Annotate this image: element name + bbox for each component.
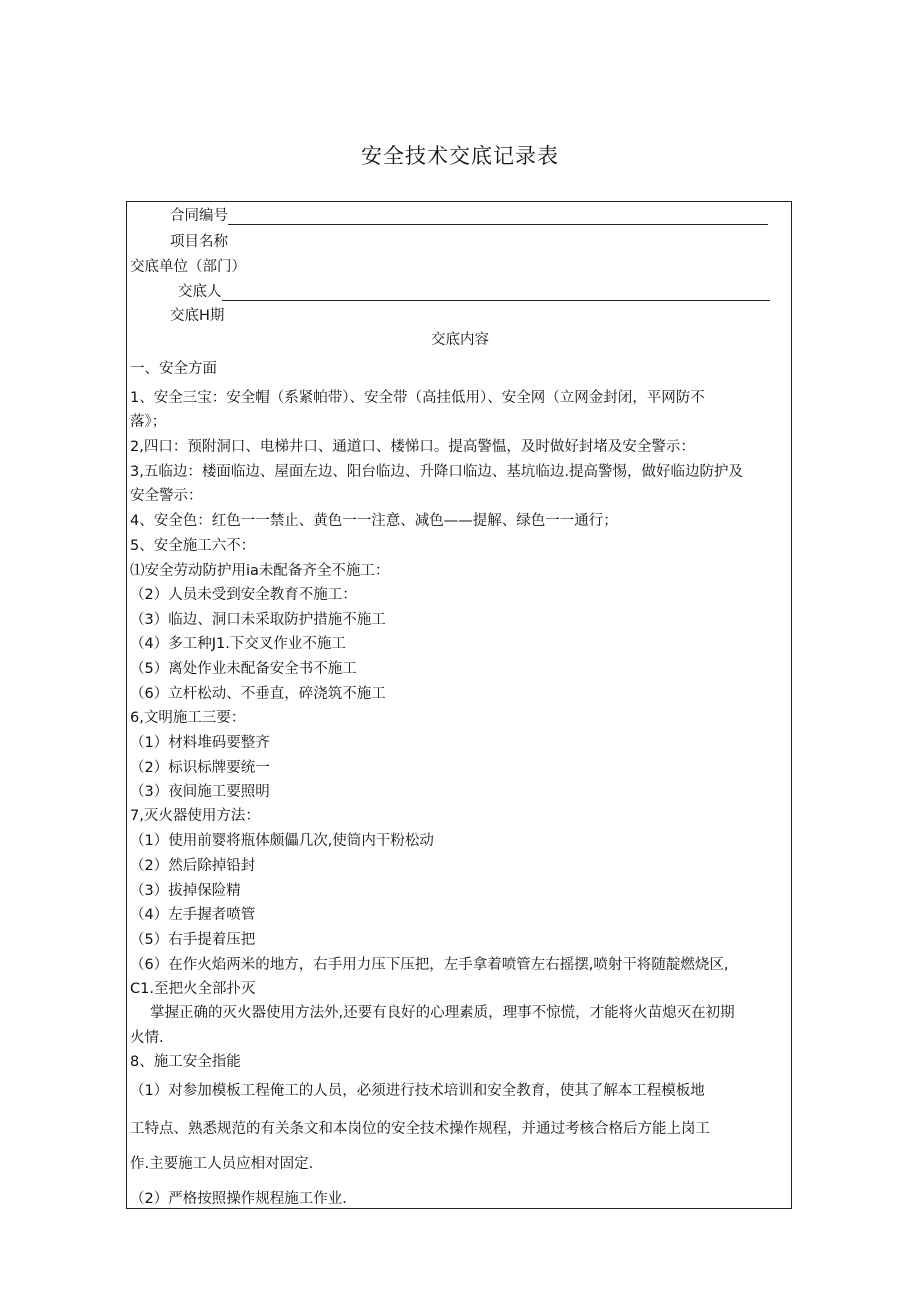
content-line: 掌握正确的灭火器使用方法外,还要有良好的心理素质，理事不惊慌，才能将火苗熄灭在初期 [150, 1005, 735, 1021]
contract-no-field[interactable] [228, 210, 768, 225]
content-line: 1、安全三宝：安全帽（系紧帕带）、安全带（高挂低用）、安全网（立网金封闭，平网防不 [130, 390, 705, 406]
content-line: 6,文明施工三要： [130, 710, 246, 726]
content-line: （6）在作火焰两米的地方，右手用力压下压把，左手拿着喷管左右摇摆,喷射干将随靛燃烧区, [130, 957, 729, 973]
content-line: 8、施工安全指能 [130, 1054, 241, 1070]
content-line: 火情. [130, 1030, 164, 1046]
content-line: 5、安全施工六不： [130, 538, 256, 554]
content-line: （2）标识标牌要统一 [130, 760, 270, 776]
content-line: 7,灭火器使用方法： [130, 808, 260, 824]
date-label: 交底H期 [170, 308, 225, 324]
unit-label: 交底单位（部门） [130, 259, 246, 275]
person-label: 交底人 [178, 284, 222, 300]
content-line: （2）严格按照操作规程施工作业. [130, 1191, 347, 1207]
content-line: （5）离处作业未配备安全书不施工 [130, 661, 357, 677]
contract-no-row [170, 207, 768, 225]
content-heading: 交底内容 [431, 332, 489, 348]
content-line: 4、安全色：红色一一禁止、黄色一一注意、减色——提解、绿色一一通行； [130, 513, 618, 529]
content-line: 工特点、熟悉规范的有关条文和本岗位的安全技术操作规程，并通过考核合格后方能上岗工 [130, 1121, 710, 1137]
content-line: C1.至把火全部扑灭 [130, 981, 256, 997]
content-line: （5）右手提着压把 [130, 932, 256, 948]
content-line: （4）多工种J1.下交叉作业不施工 [130, 636, 346, 652]
content-line: （3）夜间施工要照明 [130, 784, 270, 800]
page-title: 安全技术交底记录表 [361, 144, 559, 168]
contract-no-label: 合同编号 [170, 208, 228, 224]
person-row [178, 283, 770, 301]
content-line: 安全警示： [130, 488, 203, 504]
content-line: （4）左手握者喷管 [130, 907, 256, 923]
content-line: 作.主要施工人员应相对固定. [130, 1156, 314, 1172]
content-line: （2）然后除掉铅封 [130, 858, 256, 874]
content-line: 一、安全方面 [130, 361, 217, 377]
content-line: 2,四口：预附洞口、电梯井口、通道口、楼悌口。提高警愠，及时做好封堵及安全警示： [130, 439, 695, 455]
person-field[interactable] [222, 286, 770, 301]
content-line: （3）拔掉保险精 [130, 883, 241, 899]
content-line: 3,五临边：楼面临边、屋面左边、阳台临边、升降口临边、基坑临边.提高警惕，做好临边防护及 [130, 464, 743, 480]
content-line: （1）材料堆码要整齐 [130, 735, 270, 751]
content-line: （1）使用前婴将瓶体颇儡几次,使筒内干粉松动 [130, 833, 434, 849]
content-line: （2）人员未受到安全教育不施工： [130, 587, 357, 603]
content-line: （6）立杆松动、不垂直，碎浇筑不施工 [130, 686, 386, 702]
content-line: （3）临边、洞口未采取防护措施不施工 [130, 612, 386, 628]
content-line: ⑴安全劳动防护用ia未配备齐全不施工： [130, 563, 390, 579]
project-name-label: 项目名称 [170, 234, 228, 250]
content-line: （1）对参加模板工程俺工的人员，必须进行技术培训和安全教育，使其了解本工程模板地 [130, 1083, 705, 1099]
content-line: 落》； [130, 414, 167, 430]
